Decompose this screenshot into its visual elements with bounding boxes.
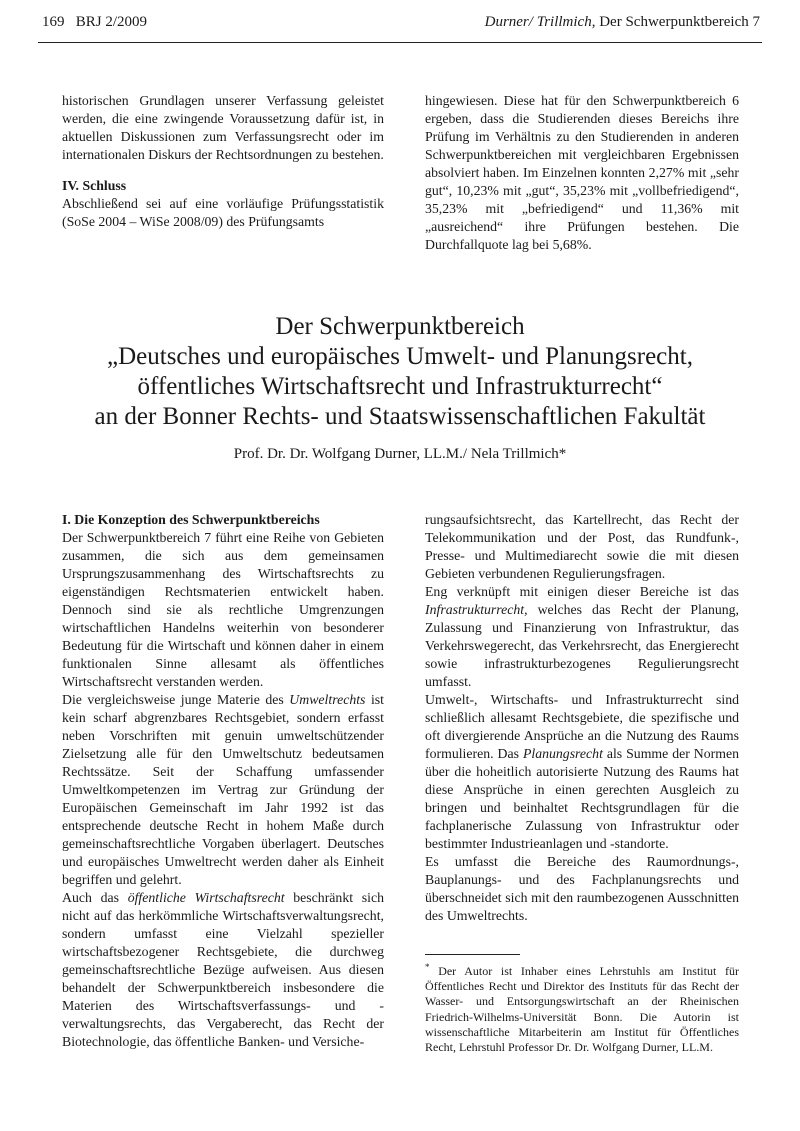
page-number: 169 [42, 14, 65, 30]
section-heading-konzeption: I. Die Konzeption des Schwerpunktbereichs [62, 512, 320, 527]
paragraph [62, 691, 384, 889]
text-run: ist kein scharf abgrenzbares Rechtsgebiet, sondern erfasst neben Vorschriften mit genuin umweltschützender Zielsetzung alle für den Umweltschutz bedeutsamen Rechtssätze. Seit der Schaffung umfassender Umweltkompetenzen im Vertrag zur Gründung der Europäischen Gemeinschaft im Jahr 1992 ist das entsprechende deutsche Recht in hohem Maße durch gemeinschaftsrechtliche Vorgaben überlagert. Deutsches und europäisches Umweltrecht werden daher als Einheit begriffen und gelehrt. [62, 692, 384, 887]
emphasis: Planungsrecht [522, 746, 603, 761]
text-run: , welches das Recht der Planung, Zulassung und Finanzierung von Infrastruktur, das Verkehrswegerecht, das Verkehrsrecht, das Energierecht sowie infrastrukturbezogenes Regulierungsrecht umfasst. [425, 602, 739, 689]
emphasis: öffentliche Wirtschaftsrecht [127, 890, 285, 905]
article-title [20, 312, 780, 432]
paragraph: rungsaufsichtsrecht, das Kartellrecht, das Recht der Telekommunikation und der Post, das Rundfunk-, Presse- und Multimediarecht sowie die mit diesen Gebieten verbundenen Regulierungsfragen. [425, 512, 739, 581]
header-authors: Durner/ Trillmich [484, 14, 592, 30]
emphasis: Infrastrukturrecht [425, 602, 525, 617]
footnote-marker: * [425, 962, 430, 972]
section-heading-schluss: IV. Schluss [62, 178, 127, 193]
footnote-rule [425, 954, 520, 955]
header-right [485, 14, 760, 31]
header-left [42, 14, 147, 31]
top-right-column [425, 92, 739, 254]
bottom-right-column [425, 511, 739, 925]
title-line: „Deutsches und europäisches Umwelt- und Planungsrecht, [107, 343, 693, 370]
header-section: , Der Schwerpunktbereich 7 [591, 14, 760, 30]
paragraph [425, 583, 739, 691]
paragraph: Der Schwerpunktbereich 7 führt eine Reihe von Gebieten zusammen, die sich aus dem gemeinsamen Ursprungszusammenhang des Wirtschaftsrechts zu eigenständigen Rechtsmaterien entwickelt haben. Dennoch sind sie als rechtliche Umgrenzungen wirtschaftlichen Handelns weiterhin von besonderer Bedeutung für die Wirtschaft und können daher in einem funktionalen Sinne allesamt als öffentliches Wirtschaftsrecht verstanden werden. [62, 530, 384, 689]
title-line: öffentliches Wirtschaftsrecht und Infrastrukturrecht“ [137, 373, 663, 400]
paragraph [62, 889, 384, 1051]
paragraph: hingewiesen. Diese hat für den Schwerpunktbereich 6 ergeben, dass die Studierenden dieses Bereichs ihre Prüfung im Verhältnis zu den Studierenden in anderen Schwerpunktbereichen mit vergleichbaren Ergebnissen absolviert haben. Im Einzelnen konnten 2,27% mit „sehr gut“, 10,23% mit „gut“, 35,23% mit „vollbefriedigend“, 35,23% mit „befriedigend“ und 11,36% mit „ausreichend“ ihre Prüfungen bestehen. Die Durchfallquote lag bei 5,68%. [425, 93, 739, 252]
title-line: an der Bonner Rechts- und Staatswissenschaftlichen Fakultät [94, 403, 706, 430]
footnote [425, 960, 739, 1055]
footnote-text: Der Autor ist Inhaber eines Lehrstuhls am Institut für Öffentliches Recht und Direktor des Instituts für das Recht der Wasser- und Entsorgungswirtschaft an der Rheinischen Friedrich-Wilhelms-Universität Bonn. Die Autorin ist wissenschaftliche Mitarbeiterin am Institut für Öffentliches Recht, Lehrstuhl Professor Dr. Dr. Wolfgang Durner, LL.M. [425, 964, 739, 1055]
bottom-left-column [62, 511, 384, 1051]
text-run: Umwelt-, Wirtschafts- und Infrastrukturrecht sind schließlich allesamt Rechtsgebiete, die spezifische und oft divergierende Ansprüche an die Nutzung des Raums formulieren. Das [425, 692, 739, 761]
title-line: Der Schwerpunktbereich [275, 313, 525, 340]
journal-name: BRJ 2/2009 [75, 14, 148, 30]
header-rule [38, 42, 762, 43]
running-header [42, 14, 760, 36]
paragraph: historischen Grundlagen unserer Verfassung geleistet werden, die eine zwingende Voraussetzung dafür ist, in aktuellen Diskussionen zum Verfassungsrecht oder im internationalen Diskurs der Rechtsordnungen zu bestehen. [62, 93, 384, 162]
text-run: beschränkt sich nicht auf das herkömmliche Wirtschaftsverwaltungsrecht, sondern umfasst eine Vielzahl spezieller wirtschaftsbezogener Rechtsgebiete, die durchweg gemeinschaftsrechtliche Bezüge aufweisen. Aus diesen behandelt der Schwerpunktbereich insbesondere die Materien des Wirtschaftsverfassungs- und -verwaltungsrechts, das Vergaberecht, das Recht der Biotechnologie, das öffentliche Banken- und Versiche- [62, 890, 384, 1049]
text-run: Auch das [62, 890, 128, 905]
article-authors: Prof. Dr. Dr. Wolfgang Durner, LL.M./ Nela Trillmich* [233, 446, 567, 462]
emphasis: Umweltrechts [289, 692, 366, 707]
paragraph [425, 691, 739, 853]
top-left-column [62, 92, 384, 231]
text-run: Die vergleichsweise junge Materie des [62, 692, 290, 707]
text-run: Eng verknüpft mit einigen dieser Bereiche ist das [425, 584, 739, 599]
text-run: als Summe der Normen über die hoheitlich autorisierte Nutzung des Raums hat diese Ansprüche in einen gerechten Ausgleich zu bringen und beinhaltet Rechtsgrundlagen für die fachplanerische Zulassung von Infrastruktur oder bestimmter Industrieanlagen und -standorte. [425, 746, 740, 851]
paragraph: Es umfasst die Bereiche des Raumordnungs-, Bauplanungs- und des Fachplanungsrechts und überschneidet sich mit den raumbezogenen Ausschnitten des Umweltrechts. [425, 854, 739, 923]
paragraph: Abschließend sei auf eine vorläufige Prüfungsstatistik (SoSe 2004 – WiSe 2008/09) des Prüfungsamts [62, 196, 384, 229]
